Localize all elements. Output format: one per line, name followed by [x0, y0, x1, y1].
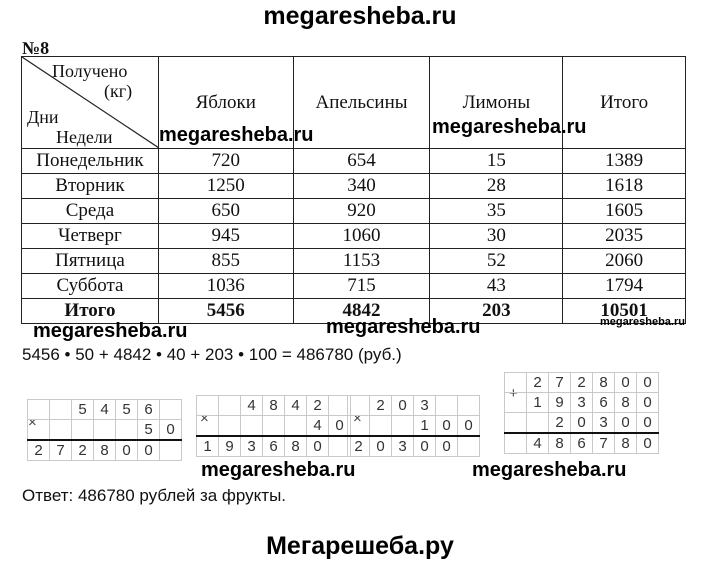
corner-cell — [22, 57, 159, 149]
grid-cell: 3 — [414, 396, 436, 416]
grid-cell: 2 — [307, 396, 329, 416]
grid-cell: 8 — [615, 393, 637, 413]
cell-value: 1036 — [158, 274, 293, 299]
grid-cell: 0 — [637, 413, 659, 434]
cell-value: 30 — [430, 224, 563, 249]
grid-cell — [436, 396, 458, 416]
grid-cell: 8 — [285, 436, 307, 457]
grid-cell: 4 — [307, 416, 329, 437]
table-row — [22, 149, 686, 174]
grid-cell — [197, 396, 219, 416]
plus-sign: + — [509, 385, 518, 402]
grid-cell: 1 — [197, 436, 219, 457]
grid-cell: 0 — [414, 436, 436, 457]
watermark-below-mid: megaresheba.ru — [326, 316, 481, 338]
grid-cell: 6 — [593, 393, 615, 413]
grid-cell: 4 — [527, 433, 549, 454]
column-multiplication-3 — [347, 395, 480, 457]
column-multiplication-1 — [27, 399, 182, 461]
grid-cell — [505, 413, 527, 434]
grid-cell: 7 — [549, 373, 571, 393]
watermark-calc-right: megaresheba.ru — [472, 459, 627, 481]
cell-value: 715 — [293, 274, 430, 299]
grid-cell: 8 — [263, 396, 285, 416]
row-day: Понедельник — [22, 149, 159, 174]
grid-cell — [160, 400, 182, 420]
grid-cell — [505, 433, 527, 454]
grid-cell — [28, 420, 50, 441]
grid-cell: 2 — [549, 413, 571, 434]
grid-cell — [241, 416, 263, 437]
watermark-bottom: Мегарешеба.ру — [266, 532, 454, 560]
grid-cell: 0 — [392, 396, 414, 416]
grid-cell — [458, 396, 480, 416]
total-value: 10501 — [563, 299, 686, 324]
grid-cell — [50, 420, 72, 441]
table-row — [22, 249, 686, 274]
grid-cell — [219, 396, 241, 416]
multiply-sign-1: × — [28, 414, 37, 431]
grid-cell: 2 — [571, 373, 593, 393]
corner-bottom-line2: Недели — [56, 127, 113, 147]
grid-cell: 5 — [116, 400, 138, 420]
cell-value: 650 — [158, 199, 293, 224]
column-multiplication-2 — [196, 395, 351, 457]
grid-cell: 0 — [637, 373, 659, 393]
grid-cell — [348, 416, 370, 437]
grid-cell — [458, 436, 480, 457]
cell-value: 720 — [158, 149, 293, 174]
grid-cell: 5 — [138, 420, 160, 441]
grid-cell: 6 — [263, 436, 285, 457]
cell-value: 1618 — [563, 174, 686, 199]
grid-cell: 0 — [329, 416, 351, 437]
sales-table — [21, 56, 686, 324]
answer-text: Ответ: 486780 рублей за фрукты. — [22, 486, 287, 505]
row-day: Пятница — [22, 249, 159, 274]
cell-value: 2035 — [563, 224, 686, 249]
grid-cell: 0 — [138, 440, 160, 461]
grid-cell: 2 — [348, 436, 370, 457]
grid-cell: 6 — [138, 400, 160, 420]
watermark-header-left: megaresheba.ru — [159, 124, 314, 146]
row-day: Среда — [22, 199, 159, 224]
cell-value: 43 — [430, 274, 563, 299]
grid-cell — [505, 373, 527, 393]
grid-cell: 9 — [549, 393, 571, 413]
corner-bottom-line1: Дни — [27, 107, 59, 127]
total-value: 203 — [430, 299, 563, 324]
grid-cell — [263, 416, 285, 437]
grid-cell: 8 — [593, 373, 615, 393]
grid-cell: 4 — [241, 396, 263, 416]
grid-cell: 8 — [549, 433, 571, 454]
grid-cell — [370, 416, 392, 437]
row-day: Суббота — [22, 274, 159, 299]
grid-cell: 0 — [615, 373, 637, 393]
grid-cell — [392, 416, 414, 437]
cell-value: 945 — [158, 224, 293, 249]
grid-cell — [50, 400, 72, 420]
grid-cell: 7 — [50, 440, 72, 461]
column-header-lemons: Лимоны — [430, 57, 563, 149]
grid-cell: 4 — [285, 396, 307, 416]
grid-cell: 0 — [160, 420, 182, 441]
grid-cell: 3 — [571, 393, 593, 413]
grid-cell — [160, 440, 182, 461]
grid-cell: 0 — [615, 413, 637, 434]
grid-cell: 1 — [414, 416, 436, 437]
cell-value: 2060 — [563, 249, 686, 274]
grid-cell: 2 — [72, 440, 94, 461]
grid-cell: 0 — [458, 416, 480, 437]
grid-cell: 0 — [637, 393, 659, 413]
multiply-sign-2: × — [200, 410, 209, 427]
cell-value: 1605 — [563, 199, 686, 224]
cell-value: 654 — [293, 149, 430, 174]
cell-value: 1153 — [293, 249, 430, 274]
column-header-apples: Яблоки — [158, 57, 293, 149]
grid-cell: 2 — [370, 396, 392, 416]
watermark-top: megaresheba.ru — [263, 2, 457, 30]
cell-value: 340 — [293, 174, 430, 199]
column-addition — [504, 372, 659, 454]
grid-cell — [197, 416, 219, 437]
cell-value: 1389 — [563, 149, 686, 174]
watermark-calc-left: megaresheba.ru — [201, 459, 356, 481]
grid-cell — [72, 420, 94, 441]
grid-cell — [505, 393, 527, 413]
grid-cell: 1 — [527, 393, 549, 413]
grid-cell — [219, 416, 241, 437]
cell-value: 920 — [293, 199, 430, 224]
cell-value: 35 — [430, 199, 563, 224]
grid-cell — [348, 396, 370, 416]
row-day: Четверг — [22, 224, 159, 249]
watermark-header-right: megaresheba.ru — [432, 116, 587, 138]
grid-cell — [116, 420, 138, 441]
equation: 5456 • 50 + 4842 • 40 + 203 • 100 = 486780 (руб.) — [22, 345, 402, 364]
grid-cell: 0 — [436, 416, 458, 437]
cell-value: 52 — [430, 249, 563, 274]
grid-cell: 0 — [370, 436, 392, 457]
total-value: 5456 — [158, 299, 293, 324]
grid-cell: 8 — [615, 433, 637, 454]
grid-cell: 7 — [593, 433, 615, 454]
grid-cell: 9 — [219, 436, 241, 457]
table-row — [22, 274, 686, 299]
grid-cell: 2 — [28, 440, 50, 461]
corner-top-line1: Получено — [52, 61, 128, 81]
total-label: Итого — [22, 299, 159, 324]
grid-cell: 4 — [94, 400, 116, 420]
grid-cell: 5 — [72, 400, 94, 420]
grid-cell: 0 — [571, 413, 593, 434]
cell-value: 855 — [158, 249, 293, 274]
grid-cell: 0 — [436, 436, 458, 457]
cell-value: 28 — [430, 174, 563, 199]
grid-cell — [94, 420, 116, 441]
multiply-sign-3: × — [353, 410, 362, 427]
grid-cell: 0 — [637, 433, 659, 454]
table-row — [22, 224, 686, 249]
grid-cell — [285, 416, 307, 437]
cell-value: 1794 — [563, 274, 686, 299]
watermark-below-left: megaresheba.ru — [33, 320, 188, 342]
table-row — [22, 174, 686, 199]
grid-cell: 3 — [241, 436, 263, 457]
cell-value: 15 — [430, 149, 563, 174]
cell-value: 1250 — [158, 174, 293, 199]
grid-cell: 2 — [527, 373, 549, 393]
column-header-total: Итого — [563, 57, 686, 149]
grid-cell: 3 — [392, 436, 414, 457]
total-value: 4842 — [293, 299, 430, 324]
grid-cell — [28, 400, 50, 420]
grid-cell — [527, 413, 549, 434]
table-row — [22, 199, 686, 224]
cell-value: 1060 — [293, 224, 430, 249]
grid-cell: 6 — [571, 433, 593, 454]
task-number: №8 — [22, 38, 50, 58]
grid-cell: 3 — [593, 413, 615, 434]
grid-cell: 0 — [307, 436, 329, 457]
grid-cell: 0 — [116, 440, 138, 461]
row-day: Вторник — [22, 174, 159, 199]
corner-top-line2: (кг) — [104, 81, 133, 101]
watermark-below-small: megaresheba.ru — [600, 316, 685, 328]
grid-cell: 8 — [94, 440, 116, 461]
column-header-oranges: Апельсины — [293, 57, 430, 149]
